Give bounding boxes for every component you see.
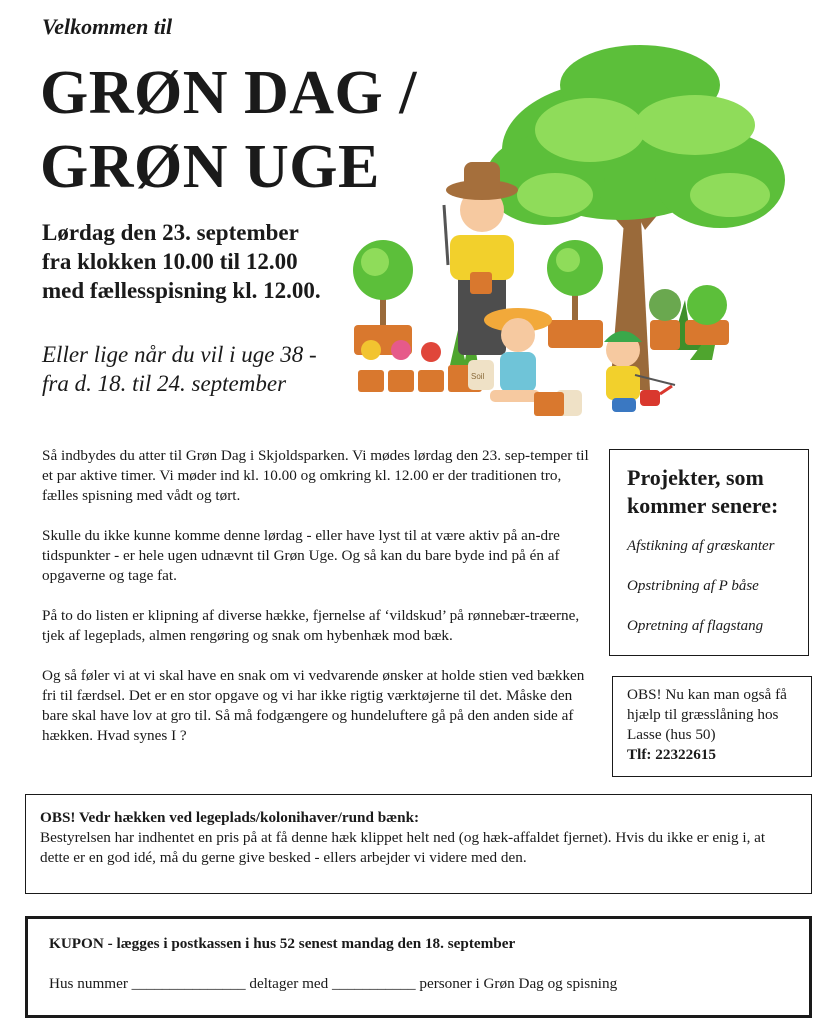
- alt-line-2: fra d. 18. til 24. september: [42, 371, 287, 396]
- hedge-notice-heading: OBS! Vedr hækken ved legeplads/kolonihaver/rund bænk:: [40, 809, 420, 826]
- paragraph-green-week: Skulle du ikke kunne komme denne lørdag - eller have lyst til at være aktiv på an-dre tidspunkter - er hele ugen udnævnt til Grøn Uge. Og så kan du bare byde ind på én af opgaverne og tage fat.: [42, 527, 560, 584]
- lawn-help-notice: [612, 676, 812, 777]
- gardening-kids-tree-icon: [340, 30, 800, 425]
- soil-bag-label: Soil: [471, 372, 485, 381]
- title-line-1: GRØN DAG /: [40, 59, 417, 127]
- event-date-block: [42, 218, 321, 305]
- phone-number: Tlf: 22322615: [627, 746, 717, 763]
- alt-line-1: Eller lige når du vil i uge 38 -: [42, 342, 317, 367]
- projects-heading: Projekter, som kommer senere:: [627, 465, 779, 518]
- main-text: [42, 446, 590, 766]
- title-line-2: GRØN UGE: [40, 133, 380, 201]
- coupon-box: [25, 916, 812, 1018]
- paragraph-invitation: Så indbydes du atter til Grøn Dag i Skjoldsparken. Vi mødes lørdag den 23. sep-temper til et par aktive timer. Vi møder ind kl. 10.00 og omkring kl. 12.00 er der traditionen tro, fælles spisning med vådt og tørt.: [42, 447, 589, 504]
- project-item: Afstikning af græskanter: [627, 538, 775, 554]
- welcome-text: Velkommen til: [42, 14, 173, 39]
- coupon-heading: KUPON - lægges i postkassen i hus 52 senest mandag den 18. september: [49, 935, 516, 952]
- paragraph-path: Og så føler vi at vi skal have en snak om vi vedvarende ønsker at holde stien ved bækken fri til færdsel. Det er en stor opgave og vi har ikke rigtig værktøjerne til det. Måske den bare skal have lov at gro til. Så må fodgængere og hundeluftere gå på den anden side af hækken. Hvad synes I ?: [42, 667, 585, 744]
- projects-box: [609, 449, 809, 656]
- hedge-notice-text: Bestyrelsen har indhentet en pris på at få denne hæk klippet helt ned (og hæk-affaldet fjernet). Hvis du ikke er enig i, at dette er en god idé, må du gerne give besked - ellers arbejder vi videre med den.: [40, 829, 766, 866]
- dining-line: med fællesspisning kl. 12.00.: [42, 278, 321, 303]
- time-line: fra klokken 10.00 til 12.00: [42, 249, 298, 274]
- coupon-form-line: Hus nummer _______________ deltager med ___________ personer i Grøn Dag og spisning: [49, 975, 618, 992]
- project-item: Opstribning af P båse: [627, 578, 759, 594]
- lawn-help-text: OBS! Nu kan man også få hjælp til græsslåning hos Lasse (hus 50): [627, 686, 787, 743]
- hedge-notice: [25, 794, 812, 894]
- project-item: Opretning af flagstang: [627, 618, 764, 634]
- date-line: Lørdag den 23. september: [42, 220, 299, 245]
- alternative-week-block: [42, 340, 317, 398]
- paragraph-todo: På to do listen er klipning af diverse hække, fjernelse af ‘vildskud’ på rønnebær-træerne, tjek af legeplads, almen rengøring og snak om hybenhæk mod bæk.: [42, 607, 580, 644]
